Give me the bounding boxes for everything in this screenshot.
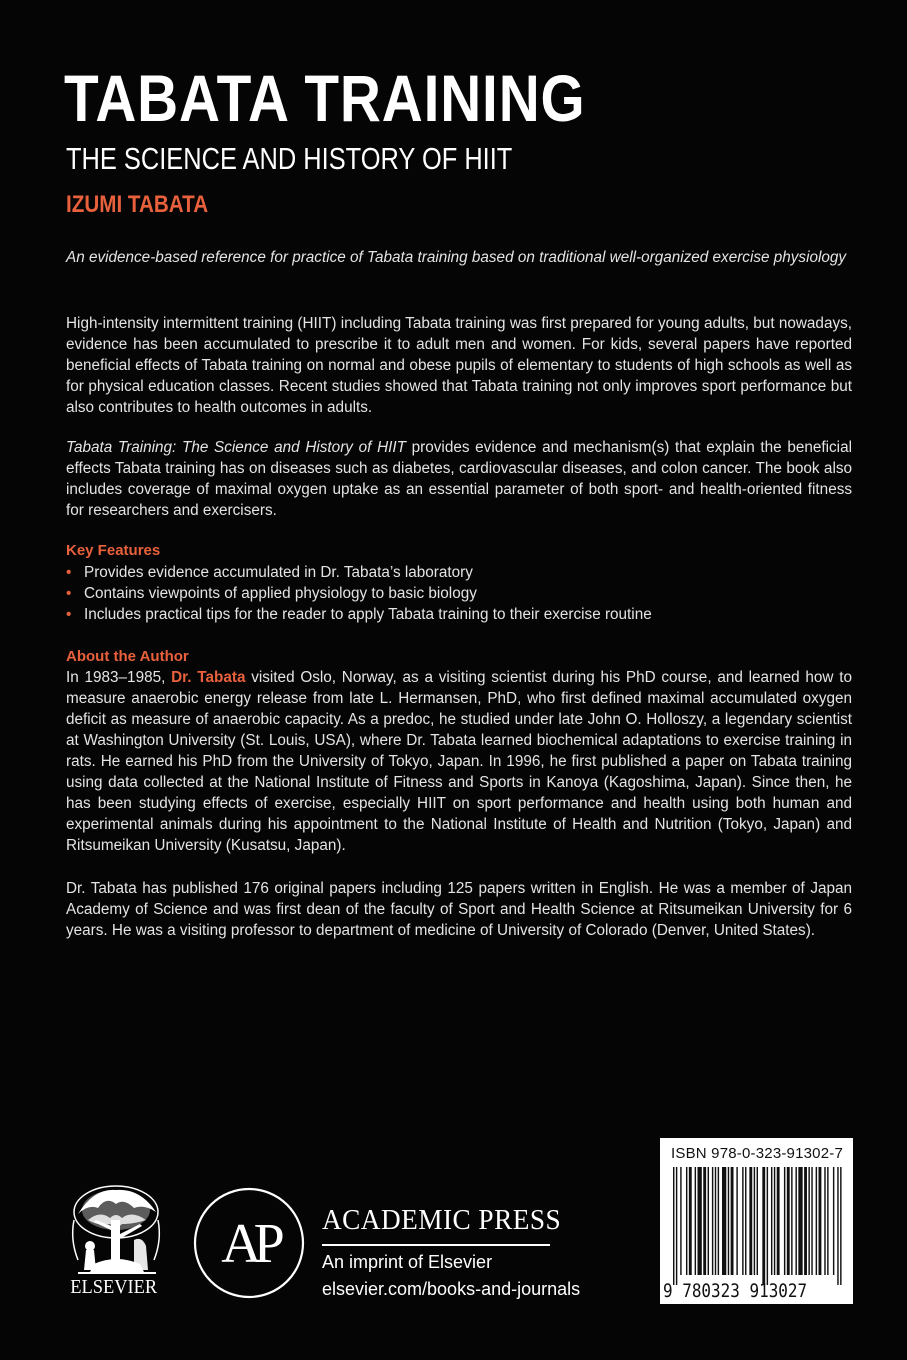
- barcode-bar: [808, 1167, 809, 1275]
- feature-text: Includes practical tips for the reader to apply Tabata training to their exercise routine: [84, 606, 652, 623]
- barcode-bar: [833, 1167, 834, 1275]
- barcode-bar: [757, 1167, 758, 1275]
- publisher-divider: [322, 1244, 550, 1246]
- key-features-list: [66, 562, 852, 625]
- isbn-block: [660, 1138, 853, 1304]
- list-item: [66, 583, 852, 604]
- barcode-bar: [816, 1167, 817, 1275]
- key-features-heading: Key Features: [66, 542, 161, 559]
- barcode-bar: [762, 1167, 765, 1285]
- bullet-icon: •: [66, 585, 72, 602]
- barcode-bar: [767, 1167, 768, 1285]
- barcode-bar: [712, 1167, 713, 1275]
- about-text-start: In 1983–1985,: [66, 669, 172, 686]
- list-item: [66, 604, 852, 625]
- barcode-bar: [791, 1167, 792, 1275]
- barcode-bar: [722, 1167, 726, 1275]
- academic-press-logo-icon: [192, 1186, 306, 1300]
- feature-text: Contains viewpoints of applied physiology to basic biology: [84, 585, 477, 602]
- barcode-bar: [840, 1167, 841, 1285]
- barcode-bar: [784, 1167, 785, 1275]
- imprint-text: An imprint of Elsevier: [322, 1252, 493, 1272]
- bullet-icon: •: [66, 564, 72, 581]
- barcode-bar: [728, 1167, 729, 1275]
- publisher-website: elsevier.com/books-and-journals: [322, 1279, 581, 1299]
- barcode-bar: [804, 1167, 807, 1275]
- about-author-heading: About the Author: [66, 648, 189, 665]
- barcode-bar: [686, 1167, 687, 1275]
- barcode-bar: [827, 1167, 828, 1275]
- barcode-bar: [718, 1167, 719, 1275]
- barcode-bar: [824, 1167, 825, 1275]
- barcode-bar: [736, 1167, 737, 1275]
- isbn-number: ISBN 978-0-323-91302-7: [671, 1145, 844, 1162]
- barcode-bar: [811, 1167, 812, 1275]
- barcode-bar: [777, 1167, 780, 1275]
- barcode-digits: 9 780323 913027: [663, 1280, 808, 1302]
- barcode-bar: [680, 1167, 681, 1275]
- barcode-bar: [715, 1167, 716, 1275]
- barcode-bar: [745, 1167, 746, 1275]
- barcode-bar: [798, 1167, 802, 1275]
- barcode-icon: [673, 1167, 843, 1285]
- barcode-bar: [676, 1167, 677, 1285]
- barcode-bar: [697, 1167, 701, 1275]
- barcode-bar: [754, 1167, 755, 1275]
- barcode-bar: [774, 1167, 775, 1275]
- barcode-bar: [673, 1167, 674, 1285]
- feature-text: Provides evidence accumulated in Dr. Tabata’s laboratory: [84, 564, 473, 581]
- tagline: An evidence-based reference for practice of Tabata training based on traditional well-organized exercise physiology: [66, 249, 847, 266]
- barcode-bar: [708, 1167, 709, 1275]
- book-title: TABATA TRAINING: [64, 61, 586, 135]
- barcode-bar: [742, 1167, 743, 1275]
- about-text-rest: visited Oslo, Norway, as a visiting scientist during his PhD course, and learned how to measure anaerobic energy release from late L. Hermansen, PhD, who first defined maximal accumulated oxygen deficit as measure of anaerobic capacity. As a predoc, he studied under late John O. Holloszy, a legendary scientist at Washington University (St. Louis, USA), where Dr. Tabata learned biochemical adaptations to exercise training in rats. He earned his PhD from the University of Tokyo, Japan. In 1996, he first published a paper on Tabata training using data collected at the National Institute of Fitness and Sports in Kanoya (Kagoshima, Japan). Since then, he has been studying effects of exercise, especially HIIT on sport performance and health using both human and experimental animals during his appointment to the National Institute of Health and Nutrition (Tokyo, Japan) and Ritsumeikan University (Kusatsu, Japan).: [66, 669, 852, 854]
- description-paragraph-2-text: provides evidence and mechanism(s) that explain the beneficial effects Tabata training has on diseases such as diabetes, cardiovascular diseases, and colon cancer. The book also includes coverage of maximal oxygen uptake as an essential parameter of both sport- and health-oriented fitness for researchers and exercisers.: [66, 439, 852, 519]
- barcode-bar: [787, 1167, 790, 1275]
- barcode-bar: [749, 1167, 752, 1275]
- barcode-bar: [795, 1167, 796, 1275]
- book-subtitle: THE SCIENCE AND HISTORY OF HIIT: [66, 141, 513, 176]
- bullet-icon: •: [66, 606, 72, 623]
- barcode-bar: [837, 1167, 838, 1285]
- barcode-bar: [689, 1167, 692, 1275]
- about-author-paragraph-2: Dr. Tabata has published 176 original papers including 125 papers written in English. He was a member of Japan Academy of Science and was first dean of the faculty of Sport and Health Science at Ritsumeikan University for 6 years. He was a visiting professor to department of medicine of University of Colorado (Denver, United States).: [66, 880, 852, 939]
- description-paragraph-2: [66, 437, 852, 521]
- publisher-name: ACADEMIC PRESS: [322, 1204, 562, 1236]
- barcode-bar: [771, 1167, 772, 1275]
- book-title-inline: Tabata Training: The Science and History of HIIT: [66, 439, 406, 456]
- ap-monogram-text: AP: [221, 1213, 277, 1275]
- barcode-bar: [819, 1167, 822, 1275]
- barcode-bar: [731, 1167, 734, 1275]
- barcode-bar: [695, 1167, 696, 1275]
- description-paragraph-1: High-intensity intermittent training (HIIT) including Tabata training was first prepared for young adults, but nowadays, evidence has been accumulated to prescribe it to adult men and women. For kids, several papers have reported beneficial effects of Tabata training on normal and obese pupils of elementary to students of high schools as well as for physical education classes. Recent studies showed that Tabata training not only improves sport performance but also contributes to health outcomes in adults.: [66, 315, 852, 416]
- author-name: IZUMI TABATA: [66, 191, 209, 218]
- about-author-paragraph-1: [66, 667, 852, 856]
- barcode-bar: [703, 1167, 706, 1275]
- author-highlight: Dr. Tabata: [171, 669, 246, 686]
- elsevier-wordmark: ELSEVIER: [70, 1276, 158, 1298]
- list-item: [66, 562, 852, 583]
